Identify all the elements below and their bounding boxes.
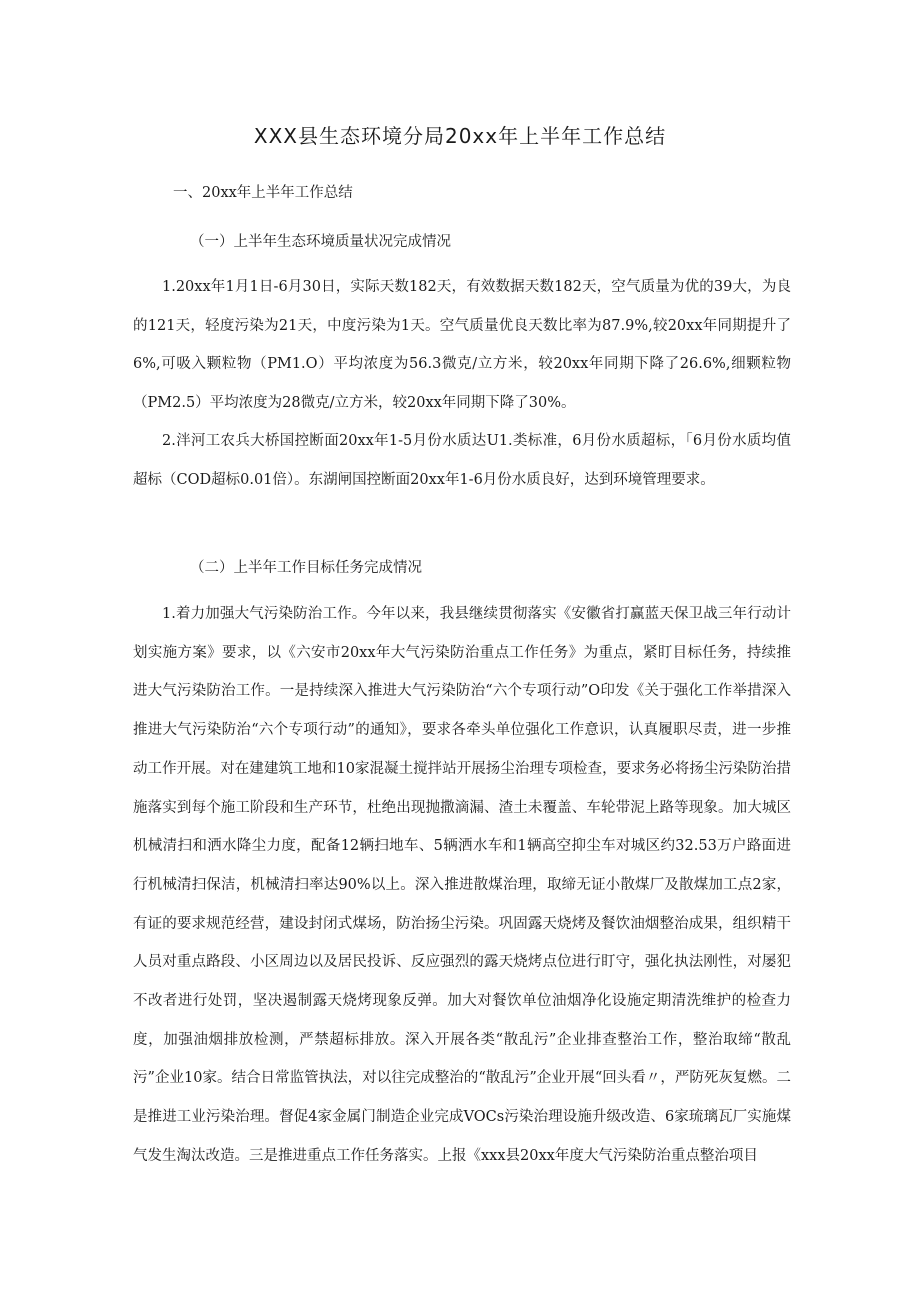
section-heading: 一、20xx年上半年工作总结 <box>173 185 353 201</box>
subsection-heading-1: （一）上半年生态环境质量状况完成情况 <box>190 234 451 250</box>
paragraph-water-quality: 2.泮河工农兵大桥国控断面20xx年1-5月份水质达U1.类标准，6月份水质超标，「6月份水质均值超标（COD超标0.01倍）。东湖闸国控断面20xx年1-6月份水质良好，达到环境管理要求。 <box>133 433 791 488</box>
paragraph-air-pollution-work: 1.着力加强大气污染防治工作。今年以来，我县继续贯彻落实《安徽省打赢蓝天保卫战三年行动计划实施方案》要求，以《六安市20xx年大气污染防治重点工作任务》为重点，紧盯目标任务，持续推进大气污染防治工作。一是持续深入推进大气污染防治“六个专项行动”O印发《关于强化工作举措深入推进大气污染防治“六个专项行动”的通知》，要求各牵头单位强化工作意识，认真履职尽责，进一步推动工作开展。对在建建筑工地和10家混凝土搅拌站开展扬尘治理专项检查，要求务必将扬尘污染防治措施落实到每个施工阶段和生产环节，杜绝出现抛撒滴漏、渣土未覆盖、车轮带泥上路等现象。加大城区机械清扫和洒水降尘力度，配备12辆扫地车、5辆洒水车和1辆高空抑尘车对城区约32.53万户路面进行机械清扫保洁，机械清扫率达90%以上。深入推进散煤治理，取缔无证小散煤厂及散煤加工点2家，有证的要求规范经营，建设封闭式煤场，防治扬尘污染。巩固露天烧烤及餐饮油烟整治成果，组织精干人员对重点路段、小区周边以及居民投诉、反应强烈的露天烧烤点位进行盯守，强化执法刚性，对屡犯不改者进行处罚，坚决遏制露天烧烤现象反弹。加大对餐饮单位油烟净化设施定期清洗维护的检查力度，加强油烟排放检测，严禁超标排放。深入开展各类“散乱污”企业排查整治工作，整治取缔“散乱污”企业10家。结合日常监管执法，对以往完成整治的“散乱污”企业开展“回头看〃，严防死灰复燃。二是推进工业污染治理。督促4家金属门制造企业完成VOCs污染治理设施升级改造、6家琉璃瓦厂实施煤气发生淘汰改造。三是推进重点工作任务落实。上报《xxx县20xx年度大气污染防治重点整治项目 <box>133 606 791 1164</box>
paragraph-air-quality: 1.20xx年1月1日-6月30日，实际天数182天，有效数据天数182天，空气质量为优的39大，为良的121天，轻度污染为21天，中度污染为1天。空气质量优良天数比率为87.9%,较20xx年同期提升了6%,可吸入颗粒物（PM1.O）平均浓度为56.3微克/立方米，较20xx年同期下降了26.6%,细颗粒物（PM2.5）平均浓度为28微克/立方米，较20xx年同期下降了30%。 <box>133 279 791 411</box>
document-title: XXX县生态环境分局20xx年上半年工作总结 <box>253 124 667 148</box>
subsection-heading-2: （二）上半年工作目标任务完成情况 <box>190 560 422 576</box>
